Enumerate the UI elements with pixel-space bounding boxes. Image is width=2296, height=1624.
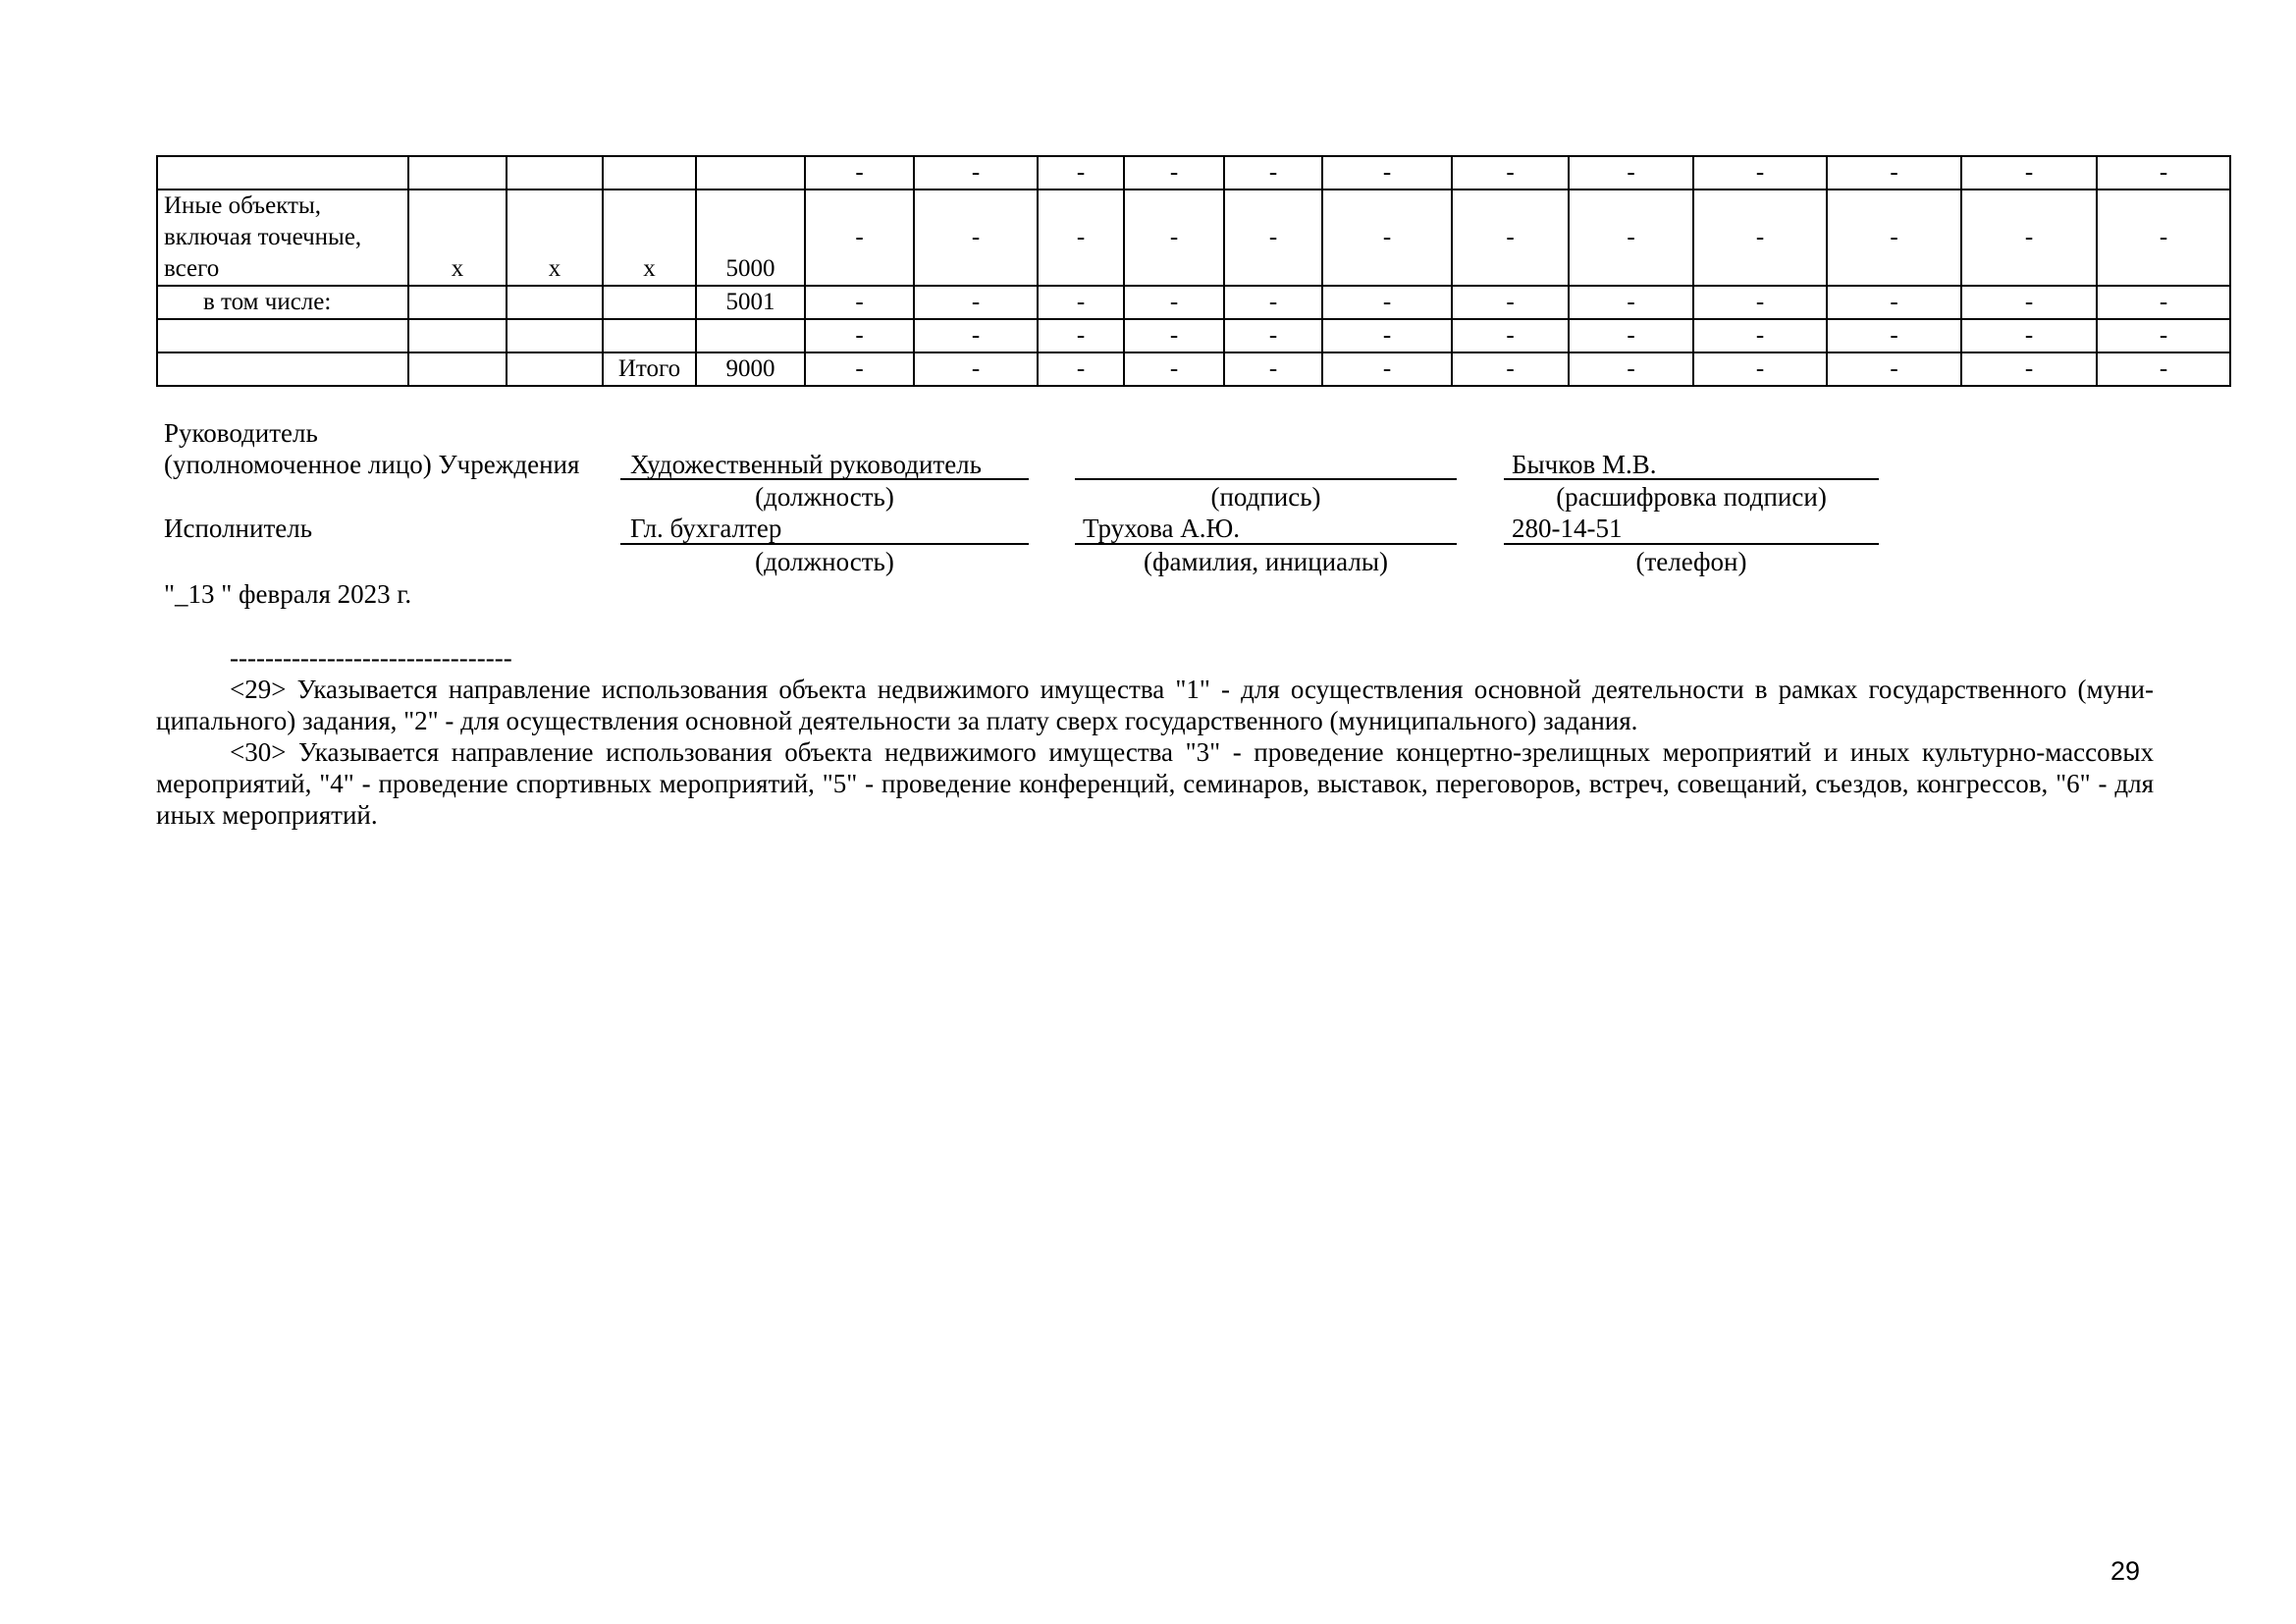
caption-phone: (телефон) <box>1635 547 1747 576</box>
value-cell: - <box>914 189 1038 286</box>
value-cell: - <box>805 156 914 189</box>
head-name-line <box>1504 478 1879 480</box>
value-cell: - <box>1124 286 1224 319</box>
value-cell: - <box>805 319 914 352</box>
footnote-29: <29> Указывается направление использования объекта недвижимого имущества "1" - для осуществления основной деятельности в рамках государственного (муни-ципального) задания, "2" - для осуществления основной деятельности за плату сверх государственного (муниципального) задания. <box>156 675 2154 735</box>
row-name-cell <box>157 319 408 352</box>
value-cell: - <box>2097 156 2230 189</box>
value-cell: - <box>1569 189 1693 286</box>
caption-position: (должность) <box>755 482 894 512</box>
table-row <box>157 319 2230 352</box>
value-cell: - <box>1693 286 1827 319</box>
footnote-30: <30> Указывается направление использования объекта недвижимого имущества "3" - проведение концертно-зрелищных мероприятий и иных культурно-массовых мероприятий, "4" - проведение спортивных мероприятий, "5" - проведение конференций, семинаров, выставок, переговоров, встреч, совещаний, съездов, конгрессов, "6" - для иных мероприятий. <box>156 737 2154 830</box>
row-cell: x <box>507 189 603 286</box>
caption-name: (фамилия, инициалы) <box>1144 547 1388 576</box>
value-cell: - <box>1827 189 1961 286</box>
value-cell: - <box>805 189 914 286</box>
value-cell: - <box>805 352 914 386</box>
value-cell: - <box>914 352 1038 386</box>
caption-position-2: (должность) <box>755 547 894 576</box>
value-cell: - <box>1961 156 2097 189</box>
value-cell: - <box>1693 319 1827 352</box>
head-position-value: Художественный руководитель <box>630 450 982 479</box>
value-cell: - <box>1569 352 1693 386</box>
footnotes <box>156 642 2154 831</box>
value-cell: - <box>1224 319 1322 352</box>
value-cell: - <box>1038 156 1124 189</box>
table-row <box>157 156 2230 189</box>
value-cell: - <box>2097 286 2230 319</box>
caption-signature: (подпись) <box>1210 482 1321 512</box>
value-cell: - <box>1827 352 1961 386</box>
row-cell <box>408 319 507 352</box>
value-cell: - <box>1961 189 2097 286</box>
executor-phone-line <box>1504 543 1879 545</box>
row-name-line: Иные объекты, <box>164 192 321 219</box>
value-cell: - <box>2097 189 2230 286</box>
value-cell: - <box>1961 319 2097 352</box>
table-row <box>157 352 2230 386</box>
date-line: "_13 " февраля 2023 г. <box>164 579 412 609</box>
row-cell: x <box>603 189 696 286</box>
value-cell: - <box>914 319 1038 352</box>
value-cell: - <box>1322 352 1452 386</box>
table-row <box>157 286 2230 319</box>
value-cell: - <box>1827 319 1961 352</box>
head-name-value: Бычков М.В. <box>1512 450 1657 479</box>
row-name-line: включая точечные, <box>164 224 362 250</box>
value-cell: - <box>1961 352 2097 386</box>
row-name-cell <box>157 156 408 189</box>
page-number: 29 <box>2110 1556 2141 1586</box>
executor-label: Исполнитель <box>164 514 313 543</box>
value-cell: - <box>1569 156 1693 189</box>
row-name-cell <box>157 189 408 286</box>
value-cell: - <box>1038 319 1124 352</box>
value-cell: - <box>1452 286 1569 319</box>
value-cell: - <box>1224 156 1322 189</box>
value-cell: - <box>1322 319 1452 352</box>
row-cell: Итого <box>603 352 696 386</box>
row-code-cell <box>696 319 805 352</box>
executor-name-value: Трухова А.Ю. <box>1083 514 1240 543</box>
value-cell: - <box>1224 189 1322 286</box>
value-cell: - <box>1452 352 1569 386</box>
value-cell: - <box>1322 156 1452 189</box>
table-row <box>157 189 2230 286</box>
value-cell: - <box>1452 319 1569 352</box>
executor-position-line <box>620 543 1029 545</box>
value-cell: - <box>1569 286 1693 319</box>
value-cell: - <box>1569 319 1693 352</box>
value-cell: - <box>1693 156 1827 189</box>
row-cell <box>408 156 507 189</box>
row-cell <box>603 156 696 189</box>
value-cell: - <box>1452 189 1569 286</box>
value-cell: - <box>2097 352 2230 386</box>
row-cell <box>408 352 507 386</box>
value-cell: - <box>1693 352 1827 386</box>
value-cell: - <box>1038 286 1124 319</box>
row-code-cell: 9000 <box>696 352 805 386</box>
row-name-line: всего <box>164 255 220 282</box>
row-code-cell: 5001 <box>696 286 805 319</box>
row-cell <box>507 156 603 189</box>
row-cell <box>507 286 603 319</box>
executor-phone-value: 280-14-51 <box>1512 514 1623 543</box>
row-cell <box>603 319 696 352</box>
value-cell: - <box>1827 156 1961 189</box>
row-cell <box>408 286 507 319</box>
value-cell: - <box>1124 189 1224 286</box>
row-name-cell <box>157 352 408 386</box>
value-cell: - <box>1038 352 1124 386</box>
row-cell: x <box>408 189 507 286</box>
value-cell: - <box>1038 189 1124 286</box>
value-cell: - <box>914 286 1038 319</box>
value-cell: - <box>1452 156 1569 189</box>
row-cell <box>507 319 603 352</box>
row-cell <box>507 352 603 386</box>
row-name-cell: в том числе: <box>157 286 408 319</box>
property-usage-table <box>156 155 2231 387</box>
caption-decode: (расшифровка подписи) <box>1556 482 1827 512</box>
row-code-cell: 5000 <box>696 189 805 286</box>
value-cell: - <box>1224 352 1322 386</box>
executor-name-line <box>1075 543 1457 545</box>
head-position-line <box>620 478 1029 480</box>
row-cell <box>603 286 696 319</box>
value-cell: - <box>2097 319 2230 352</box>
value-cell: - <box>1961 286 2097 319</box>
value-cell: - <box>914 156 1038 189</box>
head-label-sub: (уполномоченное лицо) Учреждения <box>164 450 580 479</box>
value-cell: - <box>1124 319 1224 352</box>
row-code-cell <box>696 156 805 189</box>
footnote-separator: -------------------------------- <box>230 643 512 673</box>
value-cell: - <box>1124 156 1224 189</box>
head-signature-line <box>1075 478 1457 480</box>
value-cell: - <box>1827 286 1961 319</box>
value-cell: - <box>1124 352 1224 386</box>
value-cell: - <box>1693 189 1827 286</box>
value-cell: - <box>1322 286 1452 319</box>
value-cell: - <box>1322 189 1452 286</box>
head-label: Руководитель <box>164 418 318 448</box>
value-cell: - <box>805 286 914 319</box>
value-cell: - <box>1224 286 1322 319</box>
executor-position-value: Гл. бухгалтер <box>630 514 782 543</box>
